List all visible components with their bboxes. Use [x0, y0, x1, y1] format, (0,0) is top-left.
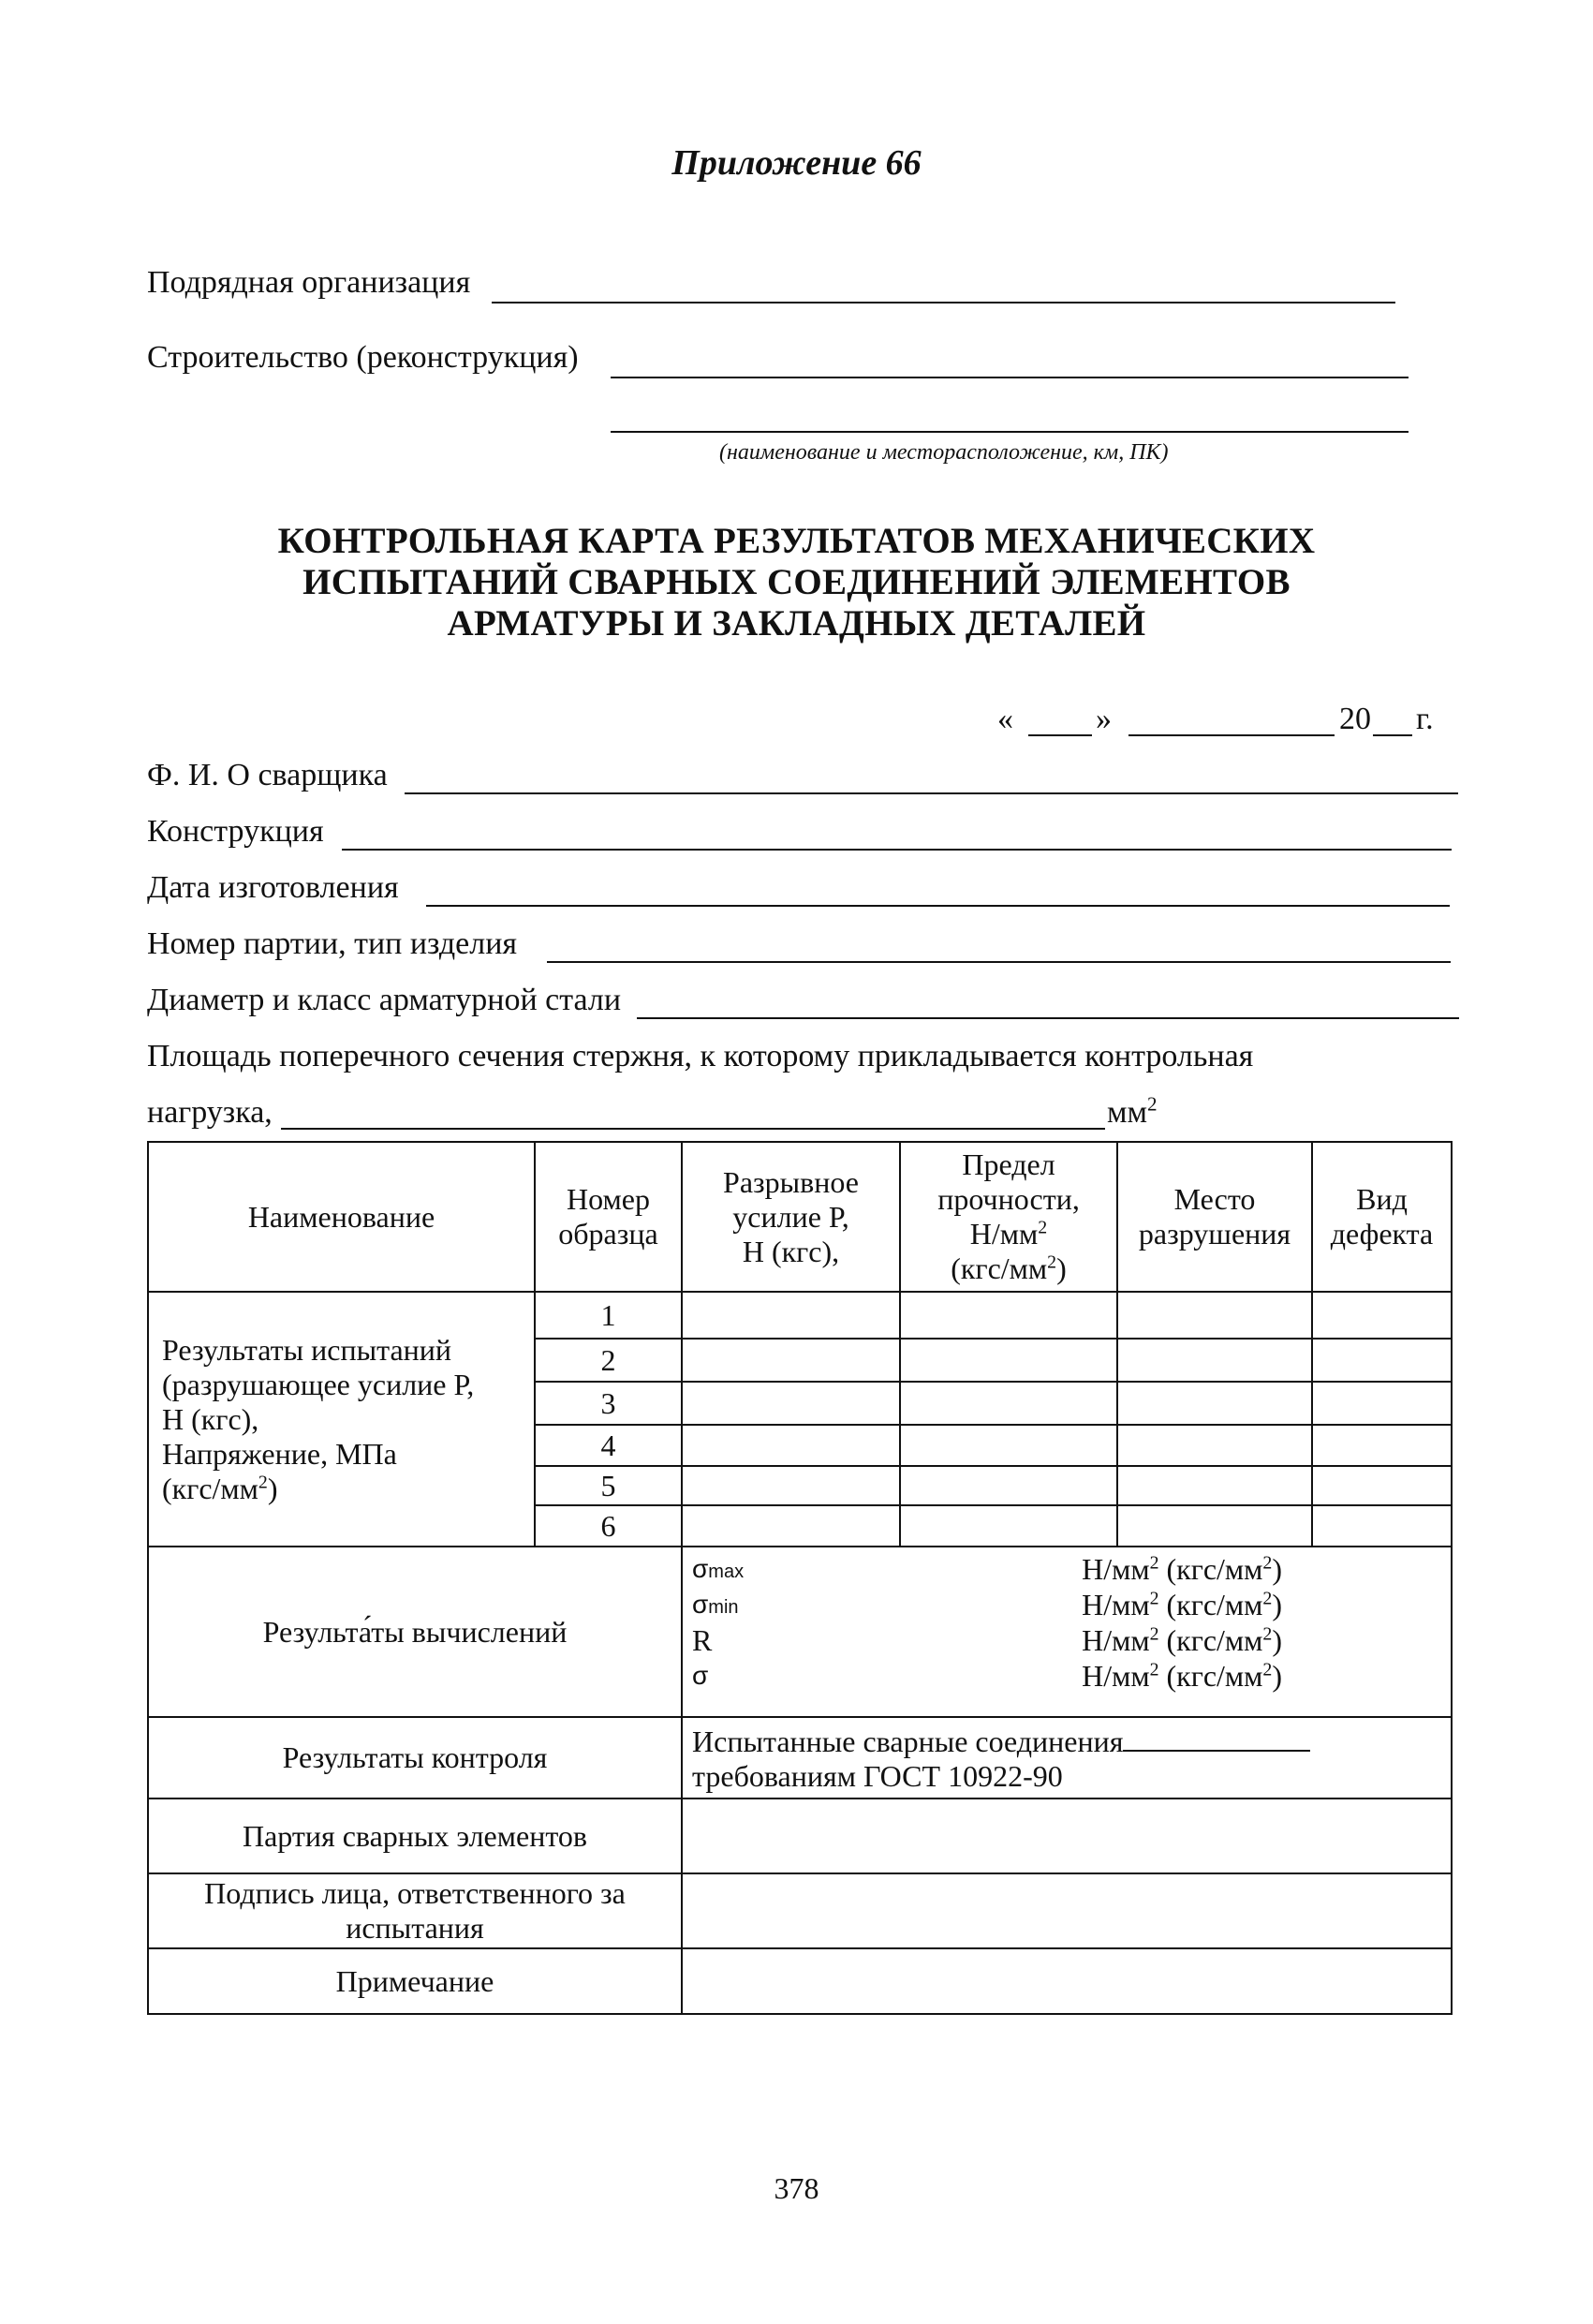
sample-number-1: 1	[535, 1292, 682, 1339]
batch-field[interactable]	[547, 961, 1451, 963]
calc-values	[682, 1547, 1452, 1717]
strength-cell[interactable]	[900, 1382, 1117, 1425]
calc-sigma-max: σmax $Н/мм^2$ $(кгс/мм^2)$	[692, 1552, 1282, 1586]
area-unit: $мм^2$	[1107, 1092, 1158, 1130]
location-field[interactable]	[611, 431, 1409, 433]
control-result[interactable]: Испытанные сварные соединения требованиям ГОСТ 10922-90	[682, 1717, 1452, 1799]
welder-label: Ф. И. О сварщика	[147, 758, 388, 792]
break-force-cell[interactable]	[682, 1505, 900, 1547]
strength-cell[interactable]	[900, 1425, 1117, 1466]
header-defect-type: Вид дефекта	[1312, 1142, 1452, 1292]
defect-cell[interactable]	[1312, 1382, 1452, 1425]
calc-sigma-min: σmin $Н/мм^2$ $(кгс/мм^2)$	[692, 1588, 1282, 1621]
manufacture-date-label: Дата изготовления	[147, 870, 399, 905]
strength-cell[interactable]	[900, 1466, 1117, 1505]
title-line-3: АРМАТУРЫ И ЗАКЛАДНЫХ ДЕТАЛЕЙ	[447, 603, 1146, 644]
fracture-cell[interactable]	[1117, 1466, 1312, 1505]
fracture-cell[interactable]	[1117, 1339, 1312, 1382]
sample-number-5: 5	[535, 1466, 682, 1505]
strength-cell[interactable]	[900, 1339, 1117, 1382]
signature-label: Подпись лица, ответственного за испытания	[148, 1873, 682, 1948]
welder-field[interactable]	[405, 792, 1458, 794]
sample-number-3: 3	[535, 1382, 682, 1425]
header-fracture-place: Место разрушения	[1117, 1142, 1312, 1292]
control-label: Результаты контроля	[148, 1717, 682, 1799]
header-sample-number: Номер образца	[535, 1142, 682, 1292]
date-day-field[interactable]	[1028, 734, 1092, 736]
date-year-field[interactable]	[1373, 734, 1412, 736]
fracture-cell[interactable]	[1117, 1425, 1312, 1466]
calc-r: R $Н/мм^2$ $(кгс/мм^2)$	[692, 1623, 1282, 1657]
batch-elements-cell[interactable]	[682, 1799, 1452, 1873]
area-label-line-1: Площадь поперечного сечения стержня, к которому прикладывается контрольная	[147, 1039, 1254, 1073]
date-year-prefix: 20	[1339, 702, 1371, 736]
sample-number-4: 4	[535, 1425, 682, 1466]
steel-field[interactable]	[637, 1017, 1459, 1019]
location-hint: (наименование и месторасположение, км, ПК)	[719, 440, 1169, 465]
fracture-cell[interactable]	[1117, 1292, 1312, 1339]
contractor-label: Подрядная организация	[147, 265, 471, 300]
break-force-cell[interactable]	[682, 1292, 900, 1339]
date-year-suffix: г.	[1416, 702, 1434, 736]
date-open-quote: «	[997, 702, 1013, 736]
main-title	[0, 521, 1593, 644]
area-field[interactable]	[281, 1128, 1105, 1130]
fracture-cell[interactable]	[1117, 1382, 1312, 1425]
header-strength-limit: Предел прочности, $Н/мм^2$ $(кгс/мм^2)$	[900, 1142, 1117, 1292]
batch-label: Номер партии, тип изделия	[147, 926, 518, 961]
title-line-1: КОНТРОЛЬНАЯ КАРТА РЕЗУЛЬТАТОВ МЕХАНИЧЕСКИХ	[277, 521, 1316, 561]
calc-sigma: σ $Н/мм^2$ $(кгс/мм^2)$	[692, 1659, 1282, 1693]
construction-label: Строительство (реконструкция)	[147, 340, 579, 375]
results-table	[147, 1141, 1453, 2015]
area-label-line-2: нагрузка,	[147, 1095, 273, 1130]
sample-row	[148, 1292, 1452, 1339]
construction-type-label: Конструкция	[147, 814, 324, 849]
note-cell[interactable]	[682, 1948, 1452, 2014]
fracture-cell[interactable]	[1117, 1505, 1312, 1547]
header-break-force: Разрывное усилие Р, Н (кгс),	[682, 1142, 900, 1292]
date-month-field[interactable]	[1128, 734, 1335, 736]
batch-row	[148, 1799, 1452, 1873]
strength-cell[interactable]	[900, 1292, 1117, 1339]
signature-cell[interactable]	[682, 1873, 1452, 1948]
test-results-label: Результаты испытаний (разрушающее усилие Р, Н (кгс), Напряжение, МПа $(кгс/мм^2)$	[148, 1292, 535, 1547]
calc-label: Результа́ты вычислений	[148, 1547, 682, 1717]
construction-field[interactable]	[611, 377, 1409, 378]
title-line-2: ИСПЫТАНИЙ СВАРНЫХ СОЕДИНЕНИЙ ЭЛЕМЕНТОВ	[302, 562, 1291, 602]
defect-cell[interactable]	[1312, 1425, 1452, 1466]
batch-elements-label: Партия сварных элементов	[148, 1799, 682, 1873]
header-name: Наименование	[148, 1142, 535, 1292]
break-force-cell[interactable]	[682, 1466, 900, 1505]
note-row	[148, 1948, 1452, 2014]
page-number: 378	[774, 2171, 819, 2205]
break-force-cell[interactable]	[682, 1425, 900, 1466]
control-result-blank[interactable]	[1123, 1722, 1310, 1752]
sample-number-2: 2	[535, 1339, 682, 1382]
sample-number-6: 6	[535, 1505, 682, 1547]
appendix-title: Приложение 66	[671, 143, 922, 183]
calc-row	[148, 1547, 1452, 1717]
manufacture-date-field[interactable]	[426, 905, 1450, 907]
contractor-field[interactable]	[492, 302, 1395, 303]
defect-cell[interactable]	[1312, 1339, 1452, 1382]
break-force-cell[interactable]	[682, 1339, 900, 1382]
note-label: Примечание	[148, 1948, 682, 2014]
date-close-quote: »	[1096, 702, 1112, 736]
signature-row	[148, 1873, 1452, 1948]
steel-label: Диаметр и класс арматурной стали	[147, 983, 622, 1017]
construction-type-field[interactable]	[342, 849, 1452, 851]
defect-cell[interactable]	[1312, 1466, 1452, 1505]
defect-cell[interactable]	[1312, 1505, 1452, 1547]
strength-cell[interactable]	[900, 1505, 1117, 1547]
break-force-cell[interactable]	[682, 1382, 900, 1425]
control-row	[148, 1717, 1452, 1799]
header-row	[148, 1142, 1452, 1292]
defect-cell[interactable]	[1312, 1292, 1452, 1339]
